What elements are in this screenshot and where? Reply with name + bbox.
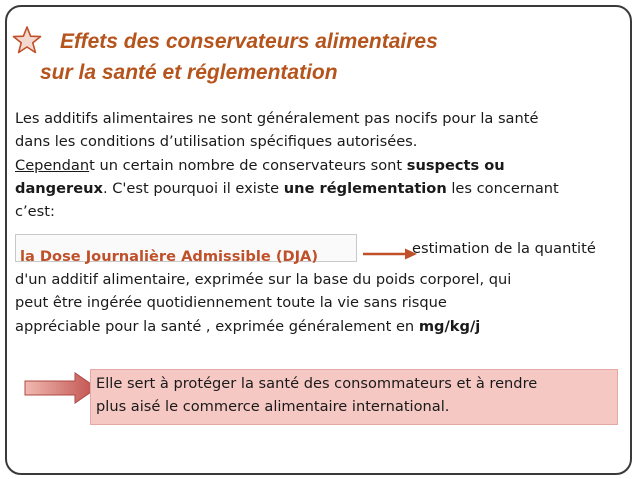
intro-line-4-text-b: les concernant xyxy=(446,179,559,197)
block-arrow-right-icon xyxy=(23,371,99,405)
intro-bold-dangereux: dangereux xyxy=(15,179,103,197)
dja-def-line-3 xyxy=(15,315,627,338)
intro-line-5: c’est: xyxy=(15,203,55,221)
callout-line-1: Elle sert à protéger la santé des consommateurs et à rendre xyxy=(96,375,538,392)
dja-def-line-2: peut être ingérée quotidiennement toute la vie sans risque xyxy=(15,294,447,312)
intro-line-3 xyxy=(15,154,627,177)
intro-bold-suspects: suspects ou xyxy=(406,156,505,174)
title-line-2: sur la santé et réglementation xyxy=(40,61,338,84)
intro-paragraph xyxy=(15,107,627,223)
dja-def-line-3-text: appréciable pour la santé , exprimée généralement en xyxy=(15,317,419,335)
intro-line-4-text-a: . C'est pourquoi il existe xyxy=(102,179,284,197)
intro-bold-reglementation: une réglementation xyxy=(283,179,447,197)
callout-text xyxy=(96,372,616,419)
dja-label: la Dose Journalière Admissible (DJA) xyxy=(20,248,319,265)
star-icon xyxy=(12,26,42,54)
intro-line-4 xyxy=(15,177,627,200)
page-title xyxy=(40,26,438,88)
intro-line-2: dans les conditions d’utilisation spécifiques autorisées. xyxy=(15,133,418,151)
dja-def-line-1: d'un additif alimentaire, exprimée sur la base du poids corporel, qui xyxy=(15,271,512,288)
intro-line-1: Les additifs alimentaires ne sont généralement pas nocifs pour la santé xyxy=(15,110,539,127)
intro-line-3-text: t un certain nombre de conservateurs sont xyxy=(89,156,407,174)
callout-line-2: plus aisé le commerce alimentaire international. xyxy=(96,398,450,416)
underlined-word: Cependan xyxy=(15,156,90,174)
dja-definition-head: estimation de la quantité xyxy=(412,240,596,257)
dja-unit: mg/kg/j xyxy=(418,317,481,335)
title-line-1: Effets des conservateurs alimentaires xyxy=(60,30,438,53)
dja-definition xyxy=(15,268,627,338)
